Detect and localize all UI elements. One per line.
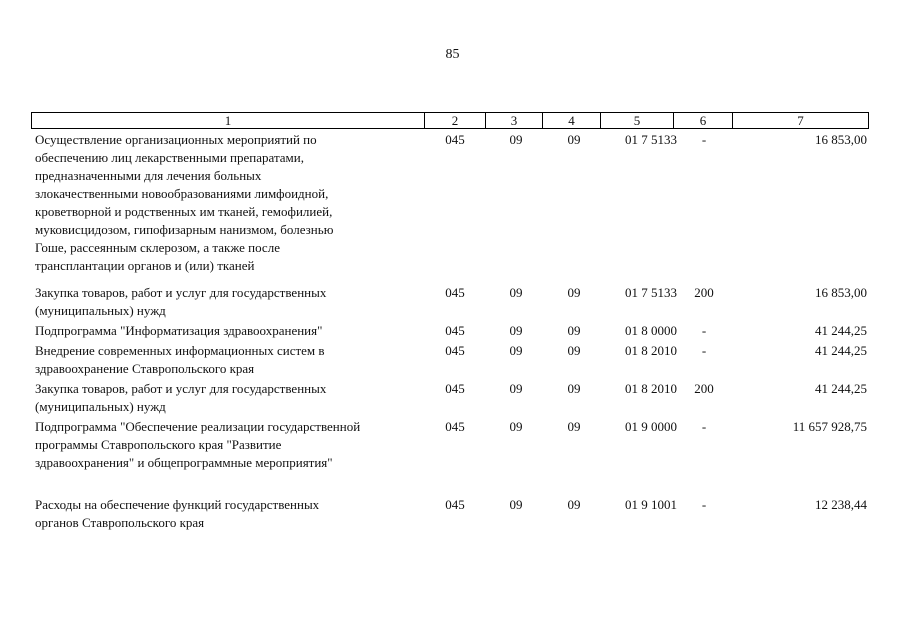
cell-amount: 41 244,25: [815, 381, 867, 396]
cell-amount: 41 244,25: [815, 323, 867, 338]
cell-target-article: 01 8 0000: [625, 323, 677, 338]
cell-expense-type: -: [701, 132, 707, 147]
description-line: кроветворной и родственных им тканей, гемофилией,: [35, 204, 333, 219]
cell-subsection: 09: [567, 419, 581, 434]
cell-expense-type: 200: [694, 285, 714, 300]
row-description: [35, 131, 425, 275]
cell-expense-type: -: [701, 323, 707, 338]
description-line: злокачественными новообразованиями лимфоидной,: [35, 186, 329, 201]
column-header-3: 3: [485, 113, 542, 128]
description-line: Подпрограмма "Обеспечение реализации государственной: [35, 419, 361, 434]
cell-amount: 11 657 928,75: [792, 419, 867, 434]
cell-section: 09: [509, 132, 523, 147]
cell-section: 09: [509, 343, 523, 358]
cell-ministry-code: 045: [445, 323, 465, 338]
description-line: Осуществление организационных мероприятий по: [35, 132, 317, 147]
description-line: Внедрение современных информационных систем в: [35, 343, 325, 358]
description-line: Закупка товаров, работ и услуг для государственных: [35, 285, 327, 300]
description-line: муковисцидозом, гипофизарным нанизмом, болезнью: [35, 222, 334, 237]
cell-subsection: 09: [567, 381, 581, 396]
cell-expense-type: -: [701, 497, 707, 512]
column-header-4: 4: [542, 113, 600, 128]
row-description: [35, 342, 425, 378]
row-description: [35, 284, 425, 320]
cell-target-article: 01 7 5133: [625, 285, 677, 300]
column-header-5: 5: [600, 113, 673, 128]
cell-target-article: 01 9 1001: [625, 497, 677, 512]
cell-amount: 16 853,00: [815, 132, 867, 147]
cell-amount: 41 244,25: [815, 343, 867, 358]
description-line: органов Ставропольского края: [35, 515, 205, 530]
cell-target-article: 01 8 2010: [625, 381, 677, 396]
cell-target-article: 01 9 0000: [625, 419, 677, 434]
column-header-1: 1: [224, 113, 232, 128]
cell-subsection: 09: [567, 132, 581, 147]
description-line: обеспечению лиц лекарственными препаратами,: [35, 150, 304, 165]
description-line: (муниципальных) нужд: [35, 399, 166, 414]
description-line: программы Ставропольского края "Развитие: [35, 437, 282, 452]
cell-section: 09: [509, 323, 523, 338]
column-header-7: 7: [732, 113, 868, 128]
page-number: 85: [445, 47, 460, 62]
cell-ministry-code: 045: [445, 343, 465, 358]
cell-expense-type: 200: [694, 381, 714, 396]
row-description: [35, 418, 425, 472]
cell-subsection: 09: [567, 323, 581, 338]
cell-expense-type: -: [701, 419, 707, 434]
description-line: трансплантации органов и (или) тканей: [35, 258, 255, 273]
description-line: Подпрограмма "Информатизация здравоохранения": [35, 323, 323, 338]
cell-ministry-code: 045: [445, 419, 465, 434]
cell-ministry-code: 045: [445, 497, 465, 512]
cell-ministry-code: 045: [445, 285, 465, 300]
description-line: предназначенными для лечения больных: [35, 168, 262, 183]
cell-section: 09: [509, 497, 523, 512]
cell-section: 09: [509, 419, 523, 434]
cell-amount: 16 853,00: [815, 285, 867, 300]
row-description: [35, 380, 425, 416]
cell-ministry-code: 045: [445, 132, 465, 147]
description-line: (муниципальных) нужд: [35, 303, 166, 318]
row-description: [35, 322, 425, 340]
cell-subsection: 09: [567, 497, 581, 512]
description-line: Закупка товаров, работ и услуг для государственных: [35, 381, 327, 396]
cell-target-article: 01 7 5133: [625, 132, 677, 147]
cell-subsection: 09: [567, 343, 581, 358]
column-header-6: 6: [673, 113, 732, 128]
description-line: здравоохранение Ставропольского края: [35, 361, 255, 376]
table-header: [31, 112, 869, 129]
cell-section: 09: [509, 285, 523, 300]
description-line: Гоше, рассеянным склерозом, а также после: [35, 240, 280, 255]
cell-target-article: 01 8 2010: [625, 343, 677, 358]
description-line: здравоохранения" и общепрограммные мероприятия": [35, 455, 333, 470]
cell-subsection: 09: [567, 285, 581, 300]
cell-ministry-code: 045: [445, 381, 465, 396]
cell-section: 09: [509, 381, 523, 396]
column-header-2: 2: [424, 113, 485, 128]
description-line: Расходы на обеспечение функций государственных: [35, 497, 320, 512]
row-description: [35, 496, 425, 532]
cell-expense-type: -: [701, 343, 707, 358]
cell-amount: 12 238,44: [815, 497, 867, 512]
